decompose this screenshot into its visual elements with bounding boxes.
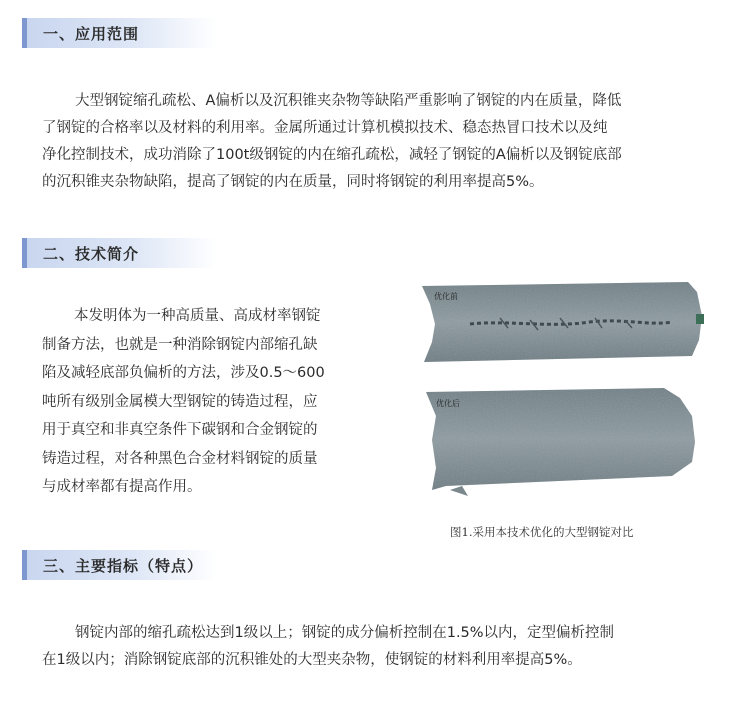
text-line: 了钢锭的合格率以及材料的利用率。金属所通过计算机模拟技术、稳态热冒口技术以及纯 bbox=[42, 120, 608, 136]
ingot-comparison-figure bbox=[410, 276, 710, 506]
after-label: 优化后 bbox=[436, 399, 460, 408]
before-label: 优化前 bbox=[434, 292, 458, 301]
figure-caption: 图1.采用本技术优化的大型钢锭对比 bbox=[450, 525, 634, 539]
section-title: 一、应用范围 bbox=[43, 25, 140, 43]
text-line: 大型钢锭缩孔疏松、A偏析以及沉积锥夹杂物等缺陷严重影响了钢锭的内在质量，降低 bbox=[75, 93, 622, 109]
section-title: 三、主要指标（特点） bbox=[43, 557, 204, 575]
section-header-indicators bbox=[22, 550, 217, 580]
text-line: 用于真空和非真空条件下碳钢和合金钢锭的 bbox=[42, 422, 318, 438]
section-header-technology bbox=[22, 238, 217, 268]
technology-paragraph bbox=[42, 302, 367, 502]
text-line: 吨所有级别金属模大型钢锭的铸造过程，应 bbox=[42, 393, 318, 410]
text-line: 在1级以内；消除钢锭底部的沉积锥处的大型夹杂物，使钢锭的材料利用率提高5%。 bbox=[42, 652, 582, 668]
section-title: 二、技术简介 bbox=[43, 245, 140, 263]
section-header-application bbox=[22, 18, 217, 48]
text-line: 本发明体为一种高质量、高成材率钢锭 bbox=[74, 308, 321, 324]
ingot-after-image bbox=[426, 388, 695, 496]
application-paragraph bbox=[42, 88, 712, 196]
ingot-before-image bbox=[422, 282, 704, 362]
text-line: 铸造过程，对各种黑色合金材料钢锭的质量 bbox=[42, 450, 318, 467]
text-line: 净化控制技术，成功消除了100t级钢锭的内在缩孔疏松，减轻了钢锭的A偏析以及钢锭底部 bbox=[42, 147, 622, 163]
text-line: 的沉积锥夹杂物缺陷，提高了钢锭的内在质量，同时将钢锭的利用率提高5%。 bbox=[42, 174, 544, 190]
text-line: 制备方法，也就是一种消除钢锭内部缩孔缺 bbox=[42, 336, 318, 353]
text-line: 与成材率都有提高作用。 bbox=[42, 479, 202, 495]
indicators-paragraph bbox=[42, 620, 712, 674]
text-line: 陷及减轻底部负偏析的方法，涉及0.5～600 bbox=[42, 365, 325, 381]
text-line: 钢锭内部的缩孔疏松达到1级以上；钢锭的成分偏析控制在1.5%以内，定型偏析控制 bbox=[75, 625, 615, 641]
